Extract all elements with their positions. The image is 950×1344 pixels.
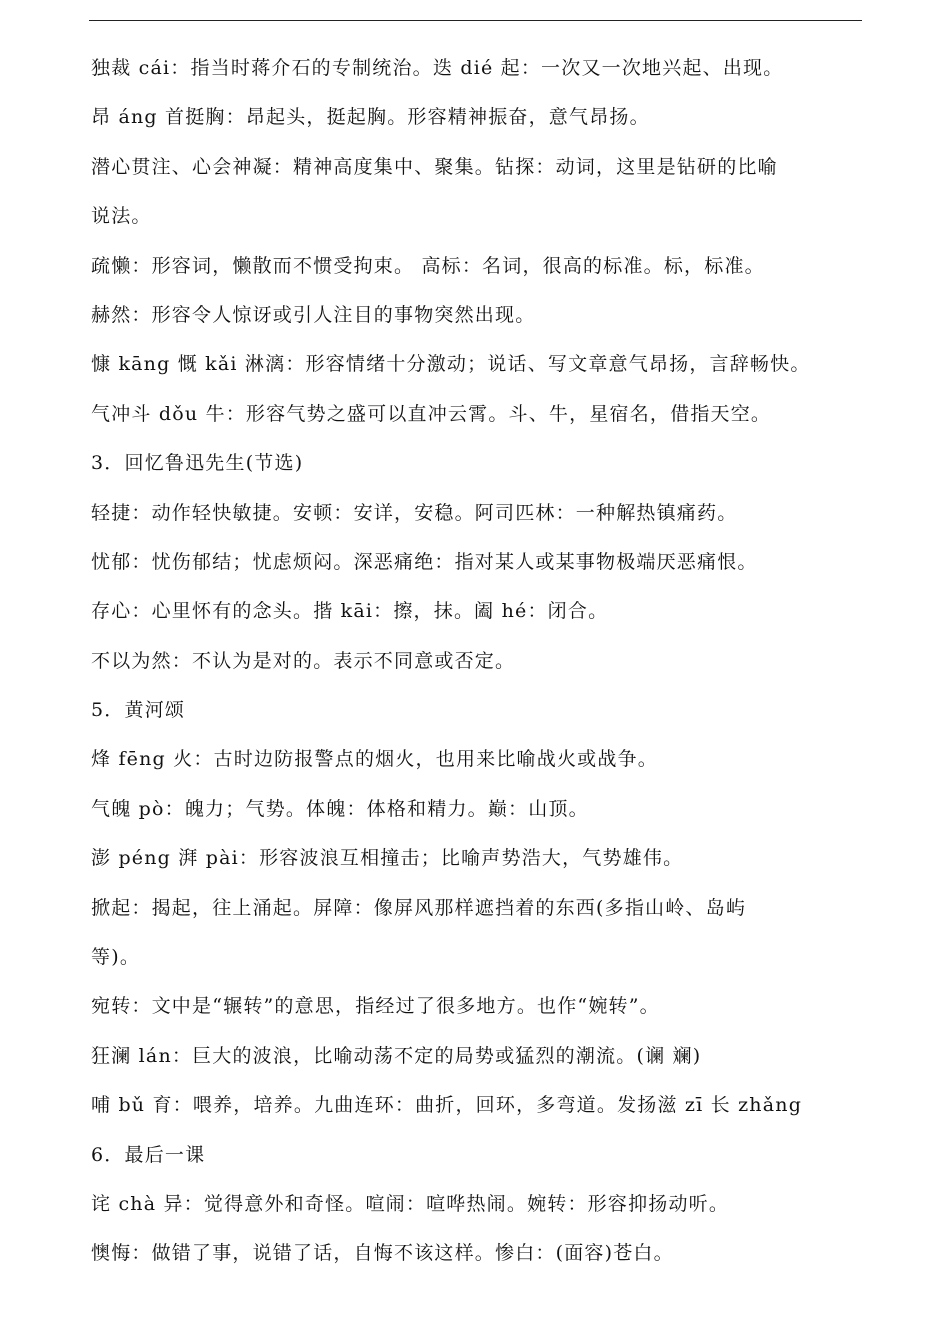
- text-line: 轻捷：动作轻快敏捷。安顿：安详，安稳。阿司匹林：一种解热镇痛药。: [91, 501, 738, 524]
- text-line: 潜心贯注、心会神凝：精神高度集中、聚集。钻探：动词，这里是钻研的比喻: [91, 155, 778, 178]
- section-heading: 6．最后一课: [91, 1143, 206, 1166]
- section-heading: 5．黄河颂: [91, 699, 186, 722]
- text-line: 独裁 cái：指当时蒋介石的专制统治。迭 dié 起：一次又一次地兴起、出现。: [91, 57, 784, 79]
- text-line: 宛转：文中是“辗转”的意思，指经过了很多地方。也作“婉转”。: [91, 995, 660, 1018]
- section-heading: 3．回忆鲁迅先生(节选): [91, 452, 304, 475]
- text-line: 哺 bǔ 育：喂养，培养。九曲连环：曲折，回环，多弯道。发扬滋 zī 长 zhǎng: [91, 1094, 803, 1117]
- text-line: 烽 fēng 火：古时边防报警点的烟火，也用来比喻战火或战争。: [91, 748, 658, 771]
- document-body: [91, 48, 861, 1283]
- text-line: 说法。: [91, 205, 152, 228]
- text-line: 忧郁：忧伤郁结；忧虑烦闷。深恶痛绝：指对某人或某事物极端厌恶痛恨。: [91, 550, 758, 573]
- text-line: 懊悔：做错了事，说错了话，自悔不该这样。惨白：(面容)苍白。: [91, 1242, 674, 1265]
- header-rule: [89, 20, 862, 21]
- text-line: 诧 chà 异：觉得意外和奇怪。喧闹：喧哗热闹。婉转：形容抑扬动听。: [91, 1192, 730, 1215]
- text-line: 赫然：形容令人惊讶或引人注目的事物突然出现。: [91, 303, 536, 326]
- text-line: 狂澜 lán：巨大的波浪，比喻动荡不定的局势或猛烈的潮流。(谰 斓): [91, 1044, 702, 1067]
- text-line: 气冲斗 dǒu 牛：形容气势之盛可以直冲云霄。斗、牛，星宿名，借指天空。: [91, 402, 772, 425]
- text-line: 慷 kāng 慨 kǎi 淋漓：形容情绪十分激动；说话、写文章意气昂扬，言辞畅快。: [91, 353, 811, 376]
- text-line: 不以为然：不认为是对的。表示不同意或否定。: [91, 649, 516, 672]
- text-line: 掀起：揭起，往上涌起。屏障：像屏风那样遮挡着的东西(多指山岭、岛屿: [91, 896, 747, 919]
- text-line: 昂 áng 首挺胸：昂起头，挺起胸。形容精神振奋，意气昂扬。: [91, 106, 650, 129]
- text-line: 存心：心里怀有的念头。揩 kāi：擦，抹。阖 hé：闭合。: [91, 600, 609, 623]
- text-line: 等)。: [91, 946, 141, 969]
- text-line: 澎 péng 湃 pài：形容波浪互相撞击；比喻声势浩大，气势雄伟。: [91, 847, 684, 870]
- text-line: 气魄 pò：魄力；气势。体魄：体格和精力。巅：山顶。: [91, 797, 589, 820]
- text-line: 疏懒：形容词，懒散而不惯受拘束。 高标：名词，很高的标准。标，标准。: [91, 254, 765, 277]
